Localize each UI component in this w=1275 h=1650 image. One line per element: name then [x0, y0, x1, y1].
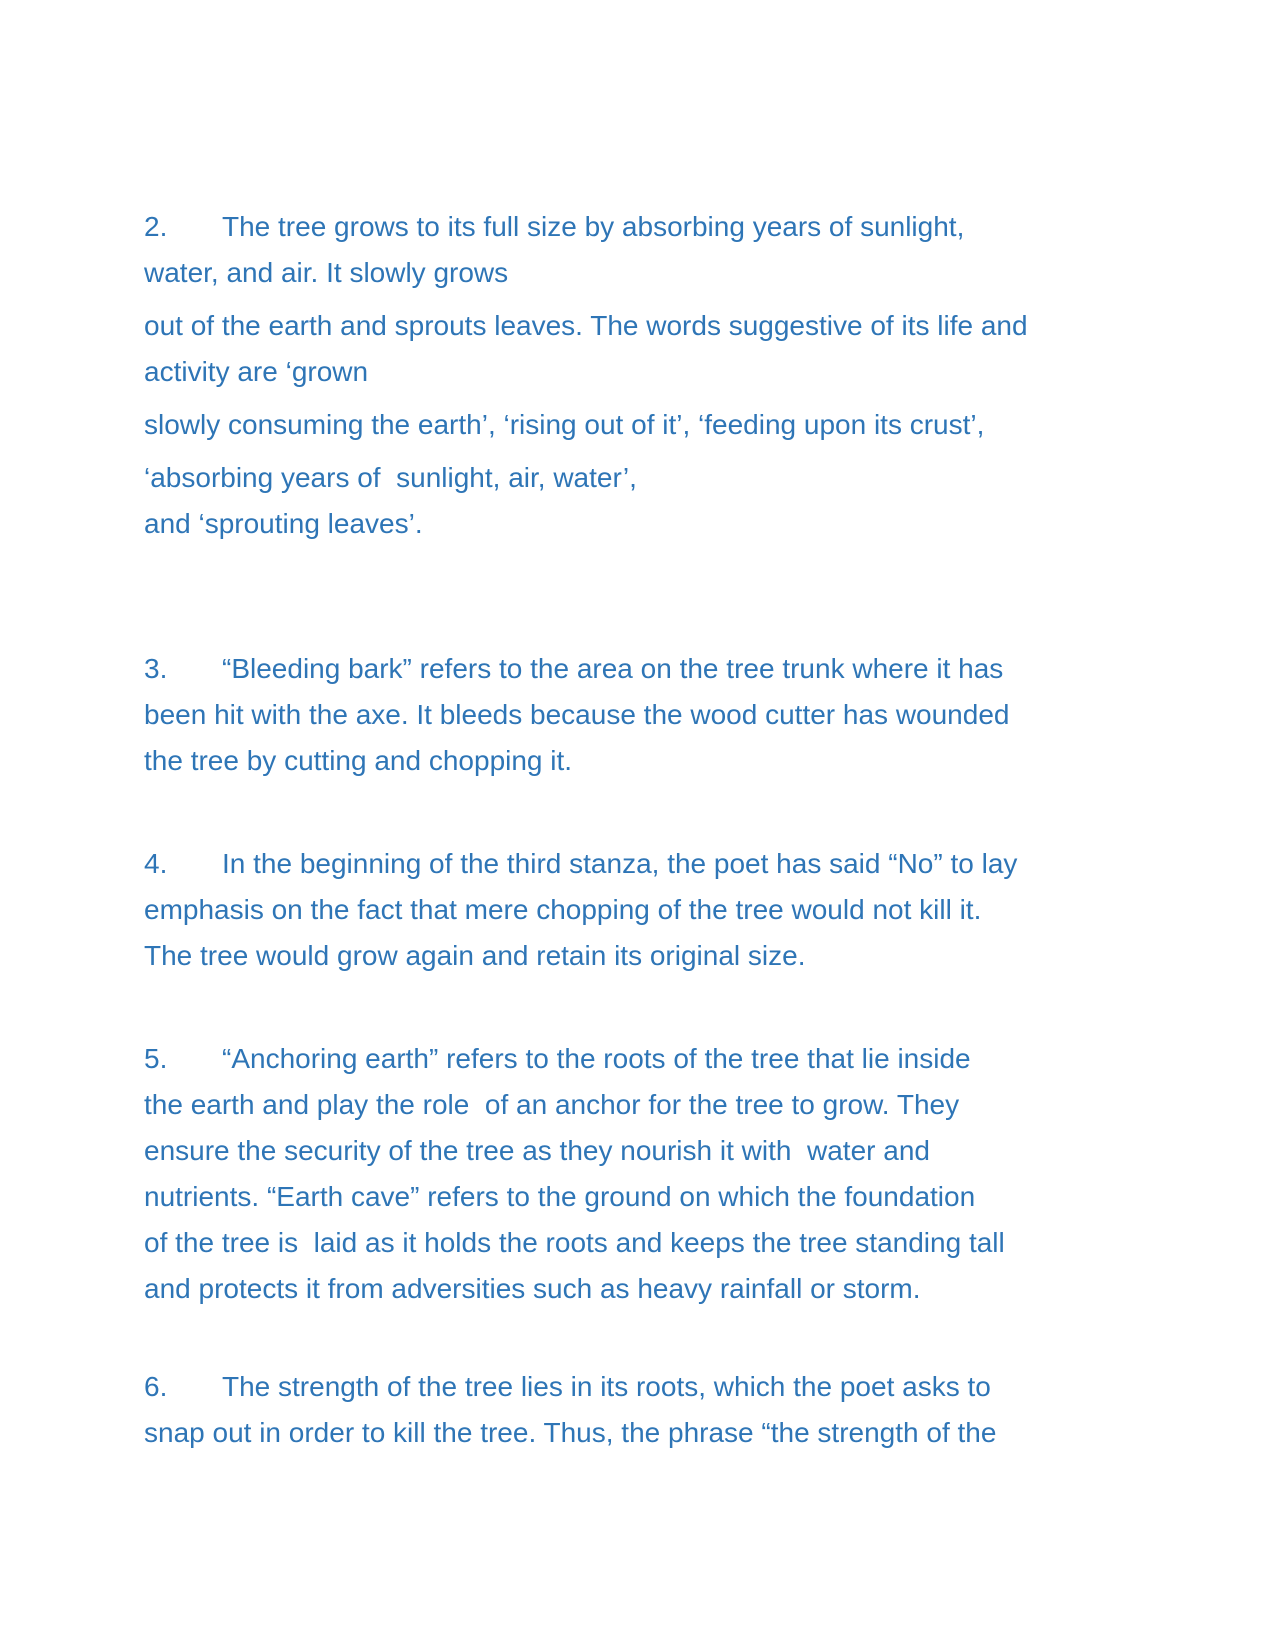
text-line: of the tree is laid as it holds the roots and keeps the tree standing tall: [144, 1227, 1005, 1258]
paragraph: [144, 1036, 1179, 1312]
blank-space: [144, 1319, 1179, 1364]
text-line: and protects it from adversities such as heavy rainfall or storm.: [144, 1273, 921, 1304]
text-line: [144, 646, 1179, 692]
text-segment: The strength of the tree lies in its roots, which the poet asks to: [222, 1371, 991, 1402]
text-line: out of the earth and sprouts leaves. The words suggestive of its life and: [144, 310, 1028, 341]
list-number-3: 3.: [144, 653, 168, 684]
text-line: emphasis on the fact that mere chopping of the tree would not kill it.: [144, 894, 982, 925]
paragraph: [144, 303, 1179, 395]
text-line: ‘absorbing years of sunlight, air, water’,: [144, 462, 637, 493]
blank-space: [144, 986, 1179, 1036]
text-line: the earth and play the role of an anchor for the tree to grow. They: [144, 1089, 960, 1120]
paragraph: [144, 455, 1179, 547]
text-line: nutrients. “Earth cave” refers to the ground on which the foundation: [144, 1181, 976, 1212]
text-line: The tree would grow again and retain its original size.: [144, 940, 806, 971]
text-line: [144, 1036, 1179, 1082]
text-line: activity are ‘grown: [144, 356, 369, 387]
answer-section-5: [144, 1036, 1179, 1312]
list-number-2: 2.: [144, 211, 168, 242]
text-line: been hit with the axe. It bleeds because the wood cutter has wounded: [144, 699, 1010, 730]
text-line: the tree by cutting and chopping it.: [144, 745, 573, 776]
text-segment: The tree grows to its full size by absorbing years of sunlight,: [222, 211, 965, 242]
list-number-4: 4.: [144, 848, 168, 879]
paragraph: [144, 204, 1179, 296]
text-segment: “Bleeding bark” refers to the area on the tree trunk where it has: [222, 653, 1004, 684]
text-segment: In the beginning of the third stanza, the poet has said “No” to lay: [222, 848, 1018, 879]
text-line: water, and air. It slowly grows: [144, 257, 509, 288]
paragraph: [144, 402, 1179, 448]
list-number-6: 6.: [144, 1371, 168, 1402]
text-line: snap out in order to kill the tree. Thus, the phrase “the strength of the: [144, 1417, 997, 1448]
text-line: [144, 1364, 1179, 1410]
paragraph: [144, 1364, 1179, 1456]
text-segment: “Anchoring earth” refers to the roots of the tree that lie inside: [222, 1043, 971, 1074]
text-line: and ‘sprouting leaves’.: [144, 508, 423, 539]
blank-space: [144, 791, 1179, 841]
text-line: [144, 204, 1179, 250]
answer-section-3: [144, 646, 1179, 784]
text-line: ensure the security of the tree as they nourish it with water and: [144, 1135, 930, 1166]
list-number-5: 5.: [144, 1043, 168, 1074]
text-line: [144, 841, 1179, 887]
paragraph: [144, 646, 1179, 784]
answer-section-6: [144, 1364, 1179, 1456]
blank-space: [144, 554, 1179, 646]
text-line: slowly consuming the earth’, ‘rising out of it’, ‘feeding upon its crust’,: [144, 409, 985, 440]
answer-section-2: [144, 204, 1179, 547]
answer-section-4: [144, 841, 1179, 979]
paragraph: [144, 841, 1179, 979]
